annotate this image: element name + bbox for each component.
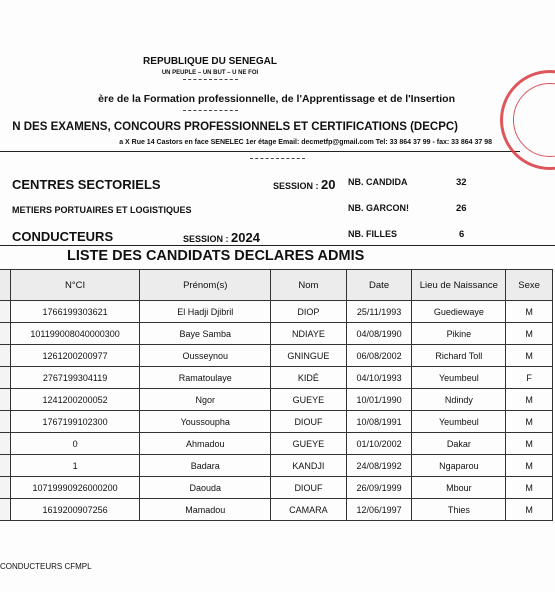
prenom-cell: El Hadji Djibril <box>140 301 271 323</box>
table-row <box>0 301 553 323</box>
column-header-lieu: Lieu de Naissance <box>412 270 506 301</box>
sexe-cell: F <box>506 367 553 389</box>
prenom-cell: Ngor <box>140 389 271 411</box>
nom-cell: CAMARA <box>271 499 347 521</box>
lieu-cell: Dakar <box>412 433 506 455</box>
header-rule <box>0 151 520 152</box>
contact-line: a X Rue 14 Castors en face SENELEC 1er étage Email: decmetfp@gmail.com Tel: 33 864 37 99 - fax: 33 864 37 98 <box>119 139 492 146</box>
sexe-cell: M <box>506 345 553 367</box>
table-row <box>0 477 553 499</box>
divider <box>183 110 238 111</box>
prenom-cell: Baye Samba <box>140 323 271 345</box>
sexe-cell: M <box>506 323 553 345</box>
nom-cell: KIDÉ <box>271 367 347 389</box>
row-number-cell <box>0 323 10 345</box>
republic-motto: UN PEUPLE – UN BUT – U NE FOI <box>161 70 259 76</box>
nci-cell: 2767199304119 <box>10 367 139 389</box>
nb-garcons-label: NB. GARCON! <box>348 203 409 213</box>
date-cell: 04/10/1993 <box>346 367 412 389</box>
table-row <box>0 499 553 521</box>
prenom-cell: Ousseynou <box>140 345 271 367</box>
divider <box>183 79 238 80</box>
column-header-nci: N°CI <box>10 270 139 301</box>
session-field-bottom <box>183 230 260 245</box>
nci-cell: 1767199102300 <box>10 411 139 433</box>
ministry-name: ère de la Formation professionnelle, de l'Apprentissage et de l'Insertion <box>98 93 455 105</box>
stamp-inner-ring <box>513 83 555 157</box>
nci-cell: 1241200200052 <box>10 389 139 411</box>
lieu-cell: Yeumbeul <box>412 367 506 389</box>
row-number-cell <box>0 345 10 367</box>
nci-cell: 10719990926000200 <box>10 477 139 499</box>
date-cell: 10/08/1991 <box>346 411 412 433</box>
column-header-date: Date <box>346 270 412 301</box>
nb-filles-value: 6 <box>459 229 465 240</box>
session-label: SESSION : <box>273 181 322 191</box>
nci-cell: 101199008040000300 <box>10 323 139 345</box>
sexe-cell: M <box>506 389 553 411</box>
table-row <box>0 455 553 477</box>
sexe-cell: M <box>506 455 553 477</box>
session-label: SESSION : <box>183 234 232 244</box>
session-value: 2024 <box>231 230 260 245</box>
prenom-cell: Daouda <box>140 477 271 499</box>
table-row <box>0 345 553 367</box>
direction-name: N DES EXAMENS, CONCOURS PROFESSIONNELS ET CERTIFICATIONS (DECPC) <box>12 121 458 133</box>
row-number-cell <box>0 433 10 455</box>
nb-candidats-label: NB. CANDIDA <box>348 177 408 187</box>
row-number-cell <box>0 301 10 323</box>
row-number-cell <box>0 499 10 521</box>
sexe-cell: M <box>506 411 553 433</box>
column-header-sexe: Sexe <box>506 270 553 301</box>
nb-filles-label: NB. FILLES <box>348 229 397 239</box>
row-number-cell <box>0 367 10 389</box>
nb-garcons-value: 26 <box>456 203 467 214</box>
list-title: LISTE DES CANDIDATS DECLARES ADMIS <box>67 248 365 264</box>
divider <box>250 158 305 159</box>
nom-cell: GUEYE <box>271 389 347 411</box>
lieu-cell: Mbour <box>412 477 506 499</box>
nom-cell: GUEYE <box>271 433 347 455</box>
session-value: 20 <box>321 177 336 192</box>
column-header <box>0 270 10 301</box>
lieu-cell: Ndindy <box>412 389 506 411</box>
table-row <box>0 323 553 345</box>
date-cell: 04/08/1990 <box>346 323 412 345</box>
row-number-cell <box>0 411 10 433</box>
prenom-cell: Mamadou <box>140 499 271 521</box>
prenom-cell: Ramatoulaye <box>140 367 271 389</box>
prenom-cell: Youssoupha <box>140 411 271 433</box>
sexe-cell: M <box>506 433 553 455</box>
nom-cell: DIOP <box>271 301 347 323</box>
row-number-cell <box>0 477 10 499</box>
nom-cell: NDIAYE <box>271 323 347 345</box>
sexe-cell: M <box>506 477 553 499</box>
date-cell: 10/01/1990 <box>346 389 412 411</box>
column-header-prenoms: Prénom(s) <box>140 270 271 301</box>
admitted-candidates-table <box>0 269 553 521</box>
table-row <box>0 367 553 389</box>
nom-cell: KANDJI <box>271 455 347 477</box>
table-row <box>0 389 553 411</box>
column-header-nom: Nom <box>271 270 347 301</box>
nci-cell: 1619200907256 <box>10 499 139 521</box>
centres-label: CENTRES SECTORIELS <box>12 177 161 192</box>
conducteurs-label: CONDUCTEURS <box>12 229 114 244</box>
date-cell: 25/11/1993 <box>346 301 412 323</box>
footer-note: CONDUCTEURS CFMPL <box>0 562 92 571</box>
lieu-cell: Ngaparou <box>412 455 506 477</box>
nom-cell: DIOUF <box>271 411 347 433</box>
prenom-cell: Ahmadou <box>140 433 271 455</box>
date-cell: 06/08/2002 <box>346 345 412 367</box>
session-field-top <box>273 177 335 192</box>
sexe-cell: M <box>506 499 553 521</box>
nci-cell: 0 <box>10 433 139 455</box>
table-row <box>0 411 553 433</box>
republic-title: REPUBLIQUE DU SENEGAL <box>143 56 277 67</box>
metiers-label: METIERS PORTUAIRES ET LOGISTIQUES <box>12 205 192 215</box>
table-row <box>0 433 553 455</box>
date-cell: 12/06/1997 <box>346 499 412 521</box>
nci-cell: 1 <box>10 455 139 477</box>
nci-cell: 1261200200977 <box>10 345 139 367</box>
lieu-cell: Guediewaye <box>412 301 506 323</box>
date-cell: 26/09/1999 <box>346 477 412 499</box>
table-header-row <box>0 270 553 301</box>
lieu-cell: Yeumbeul <box>412 411 506 433</box>
nom-cell: DIOUF <box>271 477 347 499</box>
row-number-cell <box>0 455 10 477</box>
prenom-cell: Badara <box>140 455 271 477</box>
nci-cell: 1766199303621 <box>10 301 139 323</box>
date-cell: 01/10/2002 <box>346 433 412 455</box>
date-cell: 24/08/1992 <box>346 455 412 477</box>
lieu-cell: Pikine <box>412 323 506 345</box>
sexe-cell: M <box>506 301 553 323</box>
row-number-cell <box>0 389 10 411</box>
nom-cell: GNINGUE <box>271 345 347 367</box>
lieu-cell: Thies <box>412 499 506 521</box>
nb-candidats-value: 32 <box>456 177 467 188</box>
official-stamp <box>500 70 555 170</box>
lieu-cell: Richard Toll <box>412 345 506 367</box>
